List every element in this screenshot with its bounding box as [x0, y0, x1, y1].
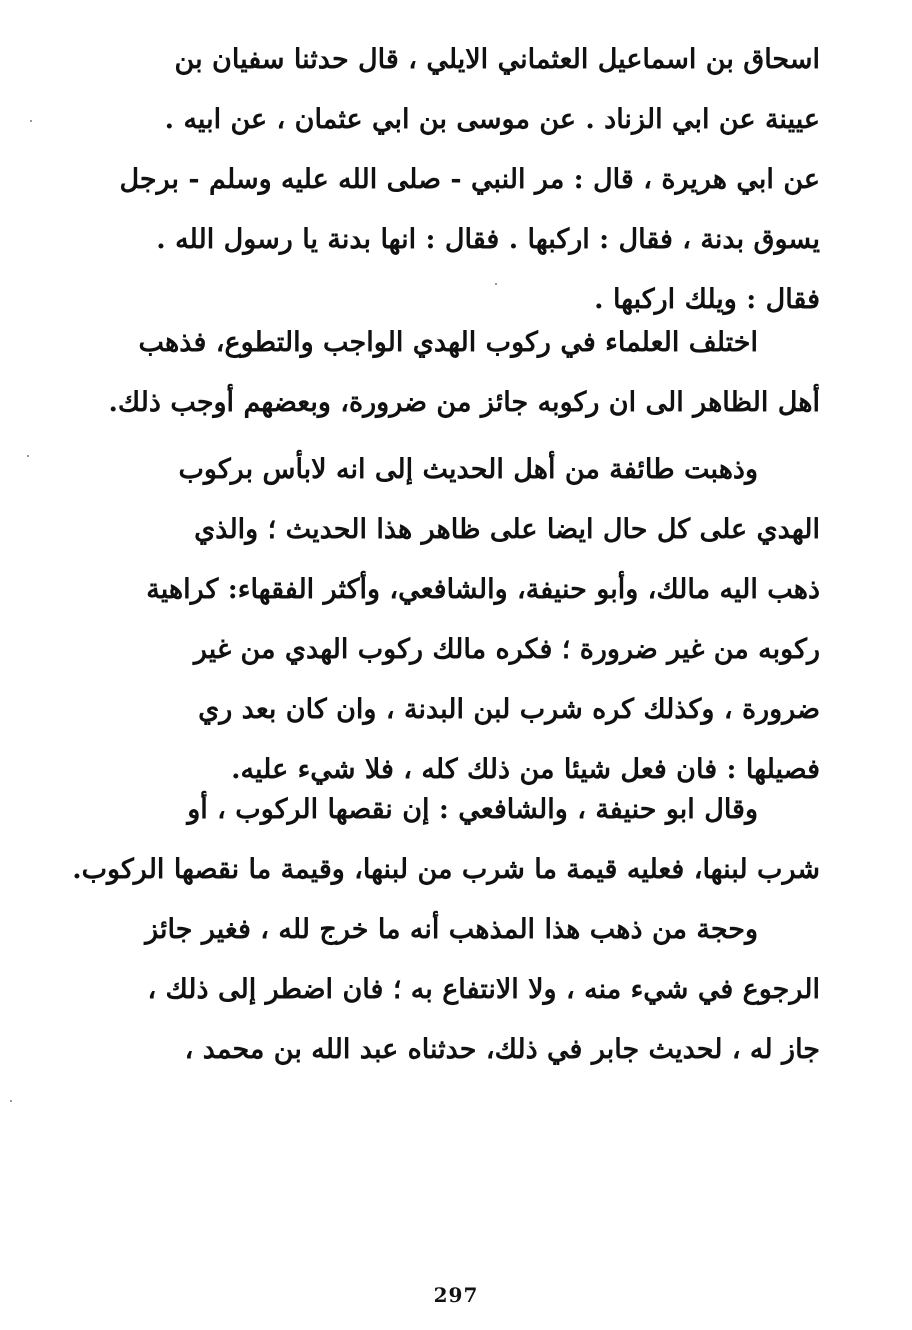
scan-speck [30, 120, 32, 122]
text-line: يسوق بدنة ، فقال : اركبها . فقال : انها بدنة يا رسول الله . [156, 224, 820, 255]
text-line: أهل الظاهر الى ان ركوبه جائز من ضرورة، وبعضهم أوجب ذلك. [108, 387, 820, 418]
paragraph-3 [146, 440, 820, 800]
text-line: فصيلها : فان فعل شيئا من ذلك كله ، فلا شيء عليه. [231, 754, 820, 785]
text-line: وذهبت طائفة من أهل الحديث إلى انه لابأس بركوب [178, 454, 758, 485]
text-line: شرب لبنها، فعليه قيمة ما شرب من لبنها، وقيمة ما نقصها الركوب. [72, 854, 820, 885]
scan-speck [27, 455, 29, 457]
text-line: وحجة من ذهب هذا المذهب أنه ما خرج لله ، فغير جائز [145, 914, 758, 945]
text-line: اختلف العلماء في ركوب الهدي الواجب والتطوع، فذهب [138, 327, 758, 358]
scan-speck [495, 283, 497, 285]
paragraph-5 [145, 900, 820, 1080]
text-line: ذهب اليه مالك، وأبو حنيفة، والشافعي، وأكثر الفقهاء: كراهية [146, 574, 820, 605]
text-line: ضرورة ، وكذلك كره شرب لبن البدنة ، وان كان بعد ري [198, 694, 820, 725]
text-line: عيينة عن ابي الزناد . عن موسى بن ابي عثمان ، عن ابيه . [164, 104, 820, 135]
text-line: وقال ابو حنيفة ، والشافعي : إن نقصها الركوب ، أو [187, 794, 758, 825]
text-line: الرجوع في شيء منه ، ولا الانتفاع به ؛ فان اضطر إلى ذلك ، [147, 974, 820, 1005]
paragraph-1 [119, 30, 820, 330]
text-line: فقال : ويلك اركبها . [594, 284, 820, 315]
text-line: عن ابي هريرة ، قال : مر النبي - صلى الله عليه وسلم - برجل [119, 164, 820, 195]
paragraph-2 [108, 313, 820, 433]
text-line: الهدي على كل حال ايضا على ظاهر هذا الحديث ؛ والذي [194, 514, 820, 545]
text-line: جاز له ، لحديث جابر في ذلك، حدثناه عبد الله بن محمد ، [184, 1034, 820, 1065]
paragraph-4 [72, 780, 820, 900]
page-number: 297 [433, 1283, 479, 1307]
text-line: اسحاق بن اسماعيل العثماني الايلي ، قال حدثنا سفيان بن [174, 44, 820, 75]
scan-speck [10, 1100, 12, 1102]
text-line: ركوبه من غير ضرورة ؛ فكره مالك ركوب الهدي من غير [193, 634, 820, 665]
